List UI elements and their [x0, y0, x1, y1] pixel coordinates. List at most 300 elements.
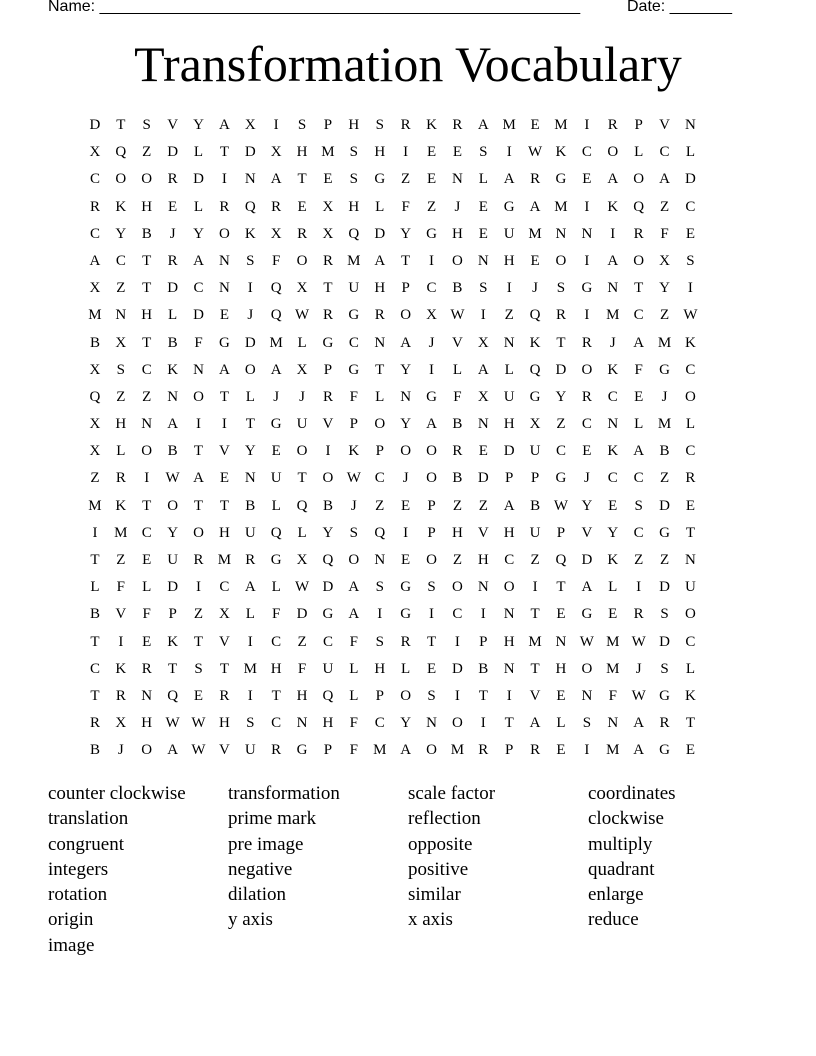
grid-letter: X [115, 334, 127, 351]
grid-letter: J [454, 198, 461, 215]
grid-letter: Y [167, 524, 179, 541]
grid-letter: L [375, 198, 385, 215]
grid-row [82, 601, 703, 628]
grid-letter: B [659, 443, 670, 460]
grid-letter: Z [452, 552, 462, 568]
grid-letter: E [297, 198, 307, 215]
grid-letter: C [452, 606, 463, 623]
grid-letter: N [477, 416, 489, 433]
grid-letter: R [659, 715, 670, 732]
grid-letter: Q [374, 524, 386, 541]
grid-letter: C [219, 579, 230, 596]
grid-letter: R [607, 117, 618, 133]
grid-letter: A [89, 252, 101, 269]
grid-letter: I [454, 633, 460, 650]
grid-letter: W [165, 715, 180, 732]
grid-letter: O [633, 252, 645, 269]
grid-letter: E [530, 117, 540, 133]
grid-letter: N [218, 280, 230, 297]
grid-letter: V [529, 687, 541, 704]
grid-letter: T [142, 497, 152, 514]
grid-row [82, 221, 703, 248]
grid-letter: Q [555, 552, 567, 568]
grid-letter: J [350, 497, 357, 514]
grid-letter: D [659, 497, 670, 514]
grid-letter: N [296, 715, 308, 732]
grid-letter: Z [116, 552, 126, 568]
grid-letter: D [659, 579, 670, 596]
grid-row [82, 139, 703, 166]
word-list-item: scale factor [408, 783, 496, 804]
grid-letter: A [348, 579, 360, 596]
word-list-item: prime mark [228, 808, 317, 830]
grid-letter: J [402, 470, 409, 487]
grid-letter: T [685, 715, 696, 732]
grid-letter: D [167, 144, 179, 161]
grid-letter: G [322, 606, 334, 623]
grid-letter: T [323, 280, 333, 297]
grid-letter: Z [116, 280, 126, 297]
grid-letter: M [243, 660, 257, 677]
grid-letter: W [191, 715, 206, 732]
grid-letter: P [505, 470, 514, 487]
grid-letter: H [218, 715, 230, 732]
grid-letter: S [297, 117, 307, 133]
grid-letter: I [247, 280, 253, 297]
grid-letter: O [348, 552, 360, 568]
grid-letter: N [451, 171, 463, 188]
grid-letter: D [167, 280, 179, 297]
grid-letter: L [685, 144, 696, 161]
grid-letter: G [659, 524, 670, 541]
grid-letter: Q [270, 524, 282, 541]
grid-letter: O [426, 470, 437, 487]
grid-letter: O [581, 660, 593, 677]
grid-letter: L [349, 660, 359, 677]
grid-letter: S [375, 633, 384, 650]
grid-letter: A [633, 715, 645, 732]
grid-letter: Z [142, 144, 152, 161]
grid-letter: Y [193, 225, 204, 242]
grid-letter: I [118, 633, 124, 650]
grid-letter: G [659, 742, 670, 759]
grid-letter: R [322, 388, 333, 405]
grid-letter: D [451, 660, 463, 677]
grid-letter: D [503, 443, 515, 460]
grid-letter: L [349, 687, 359, 704]
word-list-item: enlarge [588, 884, 644, 906]
grid-letter: H [348, 117, 360, 133]
grid-letter: R [115, 470, 126, 487]
grid-letter: T [685, 524, 696, 541]
grid-letter: D [244, 334, 256, 351]
grid-letter: M [321, 144, 335, 161]
grid-letter: D [193, 171, 204, 188]
grid-letter: F [194, 334, 203, 351]
grid-letter: I [610, 225, 616, 242]
grid-letter: S [142, 117, 151, 133]
grid-letter: O [374, 416, 386, 433]
grid-letter: P [505, 742, 514, 759]
grid-letter: C [271, 715, 282, 732]
grid-letter: L [685, 416, 696, 433]
grid-letter: I [196, 416, 201, 433]
grid-letter: O [400, 443, 412, 460]
grid-letter: E [168, 198, 178, 215]
grid-letter: E [401, 552, 411, 568]
grid-letter: R [530, 742, 541, 759]
grid-row [82, 710, 703, 737]
grid-letter: N [374, 552, 386, 568]
grid-letter: Q [89, 388, 101, 405]
grid-letter: M [606, 660, 620, 677]
grid-letter: X [89, 416, 101, 433]
grid-letter: R [478, 742, 489, 759]
grid-letter: X [89, 443, 101, 460]
grid-letter: E [193, 687, 204, 704]
grid-letter: D [296, 606, 308, 623]
grid-letter: T [634, 280, 644, 297]
grid-letter: F [349, 715, 359, 732]
word-list-item: integers [48, 858, 109, 880]
grid-letter: I [687, 280, 693, 297]
grid-letter: I [584, 252, 590, 269]
grid-letter: M [657, 334, 672, 351]
grid-letter: R [89, 715, 100, 732]
grid-letter: L [634, 416, 644, 433]
grid-letter: C [633, 307, 644, 324]
grid-letter: S [349, 144, 359, 161]
grid-letter: C [685, 633, 696, 650]
grid-letter: X [296, 552, 308, 568]
grid-letter: A [633, 334, 645, 351]
grid-letter: A [607, 252, 619, 269]
grid-letter: O [167, 497, 179, 514]
grid-letter: E [556, 742, 566, 759]
grid-letter: K [115, 198, 127, 215]
grid-letter: L [142, 579, 152, 596]
grid-letter: J [299, 388, 305, 405]
grid-letter: D [89, 117, 101, 133]
word-list-item: reflection [408, 808, 481, 830]
grid-letter: E [426, 144, 437, 161]
grid-letter: A [477, 361, 489, 378]
grid-letter: J [583, 470, 590, 487]
grid-letter: B [322, 497, 333, 514]
grid-letter: I [584, 117, 590, 133]
grid-letter: N [503, 334, 515, 351]
grid-letter: R [452, 117, 463, 133]
grid-letter: U [529, 443, 541, 460]
word-list-item: image [48, 934, 95, 956]
grid-letter: U [529, 524, 541, 541]
grid-letter: H [115, 416, 127, 433]
grid-letter: A [503, 497, 515, 514]
grid-letter: W [553, 497, 569, 514]
grid-letter: V [659, 117, 670, 133]
grid-letter: T [504, 715, 514, 732]
grid-letter: P [479, 633, 488, 650]
grid-letter: P [168, 606, 177, 623]
grid-letter: W [631, 633, 646, 650]
grid-letter: Z [659, 470, 670, 487]
grid-letter: F [349, 388, 359, 405]
grid-letter: E [323, 171, 333, 188]
grid-letter: R [633, 225, 644, 242]
grid-letter: E [478, 443, 488, 460]
grid-row [82, 248, 703, 275]
grid-letter: B [167, 443, 178, 460]
grid-letter: L [271, 579, 281, 596]
grid-letter: E [556, 687, 566, 704]
grid-letter: X [244, 117, 256, 133]
grid-letter: I [480, 715, 486, 732]
grid-letter: T [271, 687, 281, 704]
grid-letter: R [167, 252, 178, 269]
grid-letter: R [167, 171, 178, 188]
grid-letter: C [89, 225, 100, 242]
grid-letter: B [452, 470, 463, 487]
grid-letter: Q [322, 687, 334, 704]
grid-letter: L [297, 334, 307, 351]
grid-letter: H [374, 280, 386, 297]
grid-letter: L [90, 579, 100, 596]
grid-letter: V [167, 117, 179, 133]
grid-letter: S [660, 606, 669, 623]
word-list-item: transformation [228, 783, 340, 804]
grid-letter: G [503, 198, 515, 215]
grid-letter: I [273, 117, 279, 133]
grid-letter: Z [297, 633, 307, 650]
grid-letter: O [607, 144, 619, 161]
grid-letter: S [375, 117, 384, 133]
grid-letter: N [141, 416, 153, 433]
grid-letter: E [452, 144, 462, 161]
grid-letter: H [296, 687, 308, 704]
grid-letter: O [555, 252, 567, 269]
grid-letter: T [219, 660, 229, 677]
grid-letter: V [451, 334, 463, 351]
grid-letter: C [115, 252, 126, 269]
grid-letter: I [377, 606, 383, 623]
grid-letter: R [193, 552, 204, 568]
grid-letter: C [322, 633, 333, 650]
grid-letter: A [348, 606, 360, 623]
grid-letter: E [582, 171, 592, 188]
grid-letter: L [634, 144, 644, 161]
grid-row [82, 438, 703, 465]
grid-letter: G [581, 606, 593, 623]
word-list-item: coordinates [588, 783, 676, 804]
grid-letter: G [374, 171, 386, 188]
grid-letter: F [608, 687, 617, 704]
word-list-item: quadrant [588, 858, 655, 880]
grid-letter: R [322, 252, 333, 269]
grid-letter: X [659, 252, 670, 269]
grid-letter: I [584, 307, 590, 324]
grid-letter: D [374, 225, 386, 242]
grid-letter: Y [555, 388, 567, 405]
grid-letter: H [555, 660, 567, 677]
grid-letter: E [401, 497, 411, 514]
word-list-item: y axis [228, 909, 273, 931]
grid-letter: L [168, 307, 178, 324]
grid-letter: M [528, 633, 542, 650]
grid-letter: S [194, 660, 203, 677]
grid-letter: J [635, 660, 642, 677]
grid-letter: A [503, 171, 515, 188]
grid-letter: U [322, 660, 334, 677]
grid-letter: K [167, 361, 179, 378]
grid-letter: Z [116, 388, 126, 405]
grid-letter: X [218, 606, 230, 623]
grid-letter: B [89, 742, 100, 759]
grid-letter: L [116, 443, 126, 460]
grid-letter: Z [659, 198, 670, 215]
grid-letter: P [427, 524, 436, 541]
grid-letter: R [633, 606, 644, 623]
grid-letter: M [554, 117, 568, 133]
grid-letter: Y [244, 443, 256, 460]
grid-letter: B [141, 225, 152, 242]
grid-letter: G [348, 307, 360, 324]
grid-row [82, 194, 703, 221]
grid-letter: O [193, 388, 204, 405]
grid-letter: T [297, 470, 307, 487]
grid-letter: L [245, 388, 255, 405]
grid-letter: G [659, 361, 670, 378]
grid-letter: M [269, 334, 283, 351]
grid-letter: I [506, 280, 512, 297]
grid-letter: I [221, 416, 227, 433]
grid-letter: R [141, 660, 152, 677]
grid-letter: J [169, 225, 176, 242]
grid-letter: A [218, 117, 230, 133]
grid-letter: C [581, 416, 592, 433]
grid-letter: Z [530, 552, 540, 568]
grid-letter: W [631, 687, 646, 704]
grid-letter: P [323, 742, 333, 759]
grid-letter: R [555, 307, 566, 324]
grid-letter: Q [348, 225, 360, 242]
grid-letter: U [167, 552, 179, 568]
grid-letter: X [270, 225, 282, 242]
grid-letter: P [401, 280, 410, 297]
grid-letter: R [89, 198, 100, 215]
grid-letter: T [90, 687, 100, 704]
grid-letter: C [633, 524, 644, 541]
grid-letter: O [218, 225, 230, 242]
grid-letter: N [400, 388, 412, 405]
grid-row [82, 493, 703, 520]
grid-letter: C [374, 470, 385, 487]
grid-letter: X [89, 280, 101, 297]
grid-letter: I [454, 687, 460, 704]
grid-letter: L [297, 524, 307, 541]
grid-letter: O [296, 443, 308, 460]
grid-letter: C [607, 470, 618, 487]
grid-letter: V [218, 443, 230, 460]
grid-letter: T [556, 579, 566, 596]
grid-letter: I [506, 687, 512, 704]
grid-letter: E [608, 606, 618, 623]
grid-letter: W [346, 470, 361, 487]
grid-letter: Z [478, 497, 488, 514]
grid-letter: I [506, 144, 512, 161]
grid-letter: K [685, 334, 696, 351]
grid-letter: O [400, 307, 412, 324]
grid-letter: P [323, 117, 333, 133]
grid-letter: S [556, 280, 566, 297]
grid-letter: N [607, 280, 619, 297]
grid-letter: T [142, 334, 152, 351]
grid-letter: S [427, 579, 436, 596]
grid-letter: O [322, 470, 334, 487]
grid-letter: M [606, 633, 620, 650]
grid-letter: G [218, 334, 230, 351]
grid-letter: K [607, 361, 619, 378]
grid-letter: I [221, 171, 227, 188]
grid-row [82, 520, 703, 547]
grid-letter: Q [633, 198, 645, 215]
grid-letter: X [296, 280, 308, 297]
word-list-item: clockwise [588, 808, 664, 830]
grid-letter: Z [504, 307, 514, 324]
grid-letter: K [426, 117, 437, 133]
grid-letter: E [530, 252, 540, 269]
grid-letter: T [142, 252, 152, 269]
grid-letter: I [429, 252, 435, 269]
word-list-item: opposite [408, 833, 473, 855]
grid-letter: M [606, 307, 620, 324]
grid-letter: M [502, 117, 516, 133]
grid-letter: O [115, 171, 127, 188]
grid-letter: O [685, 388, 696, 405]
grid-letter: Z [556, 416, 566, 433]
grid-letter: S [116, 361, 125, 378]
grid-letter: F [349, 633, 359, 650]
grid-letter: G [400, 579, 412, 596]
grid-letter: T [116, 117, 126, 133]
grid-letter: H [141, 307, 153, 324]
grid-letter: A [270, 171, 282, 188]
grid-letter: B [89, 334, 100, 351]
grid-letter: P [556, 524, 566, 541]
grid-letter: Y [607, 524, 619, 541]
grid-letter: T [193, 497, 204, 514]
grid-letter: M [373, 742, 387, 759]
grid-letter: B [245, 497, 256, 514]
grid-letter: G [426, 225, 437, 242]
grid-letter: H [503, 416, 515, 433]
grid-letter: F [660, 225, 669, 242]
grid-letter: I [325, 443, 331, 460]
grid-letter: I [144, 470, 150, 487]
grid-letter: T [530, 606, 540, 623]
grid-letter: G [659, 687, 670, 704]
grid-letter: M [217, 552, 232, 568]
grid-letter: E [142, 552, 152, 568]
grid-row [82, 574, 703, 601]
grid-letter: Y [400, 361, 412, 378]
grid-letter: O [141, 443, 153, 460]
grid-letter: H [503, 633, 515, 650]
grid-letter: P [375, 687, 384, 704]
grid-letter: L [245, 606, 255, 623]
grid-row [82, 357, 703, 384]
grid-letter: S [349, 171, 359, 188]
grid-letter: A [633, 443, 645, 460]
